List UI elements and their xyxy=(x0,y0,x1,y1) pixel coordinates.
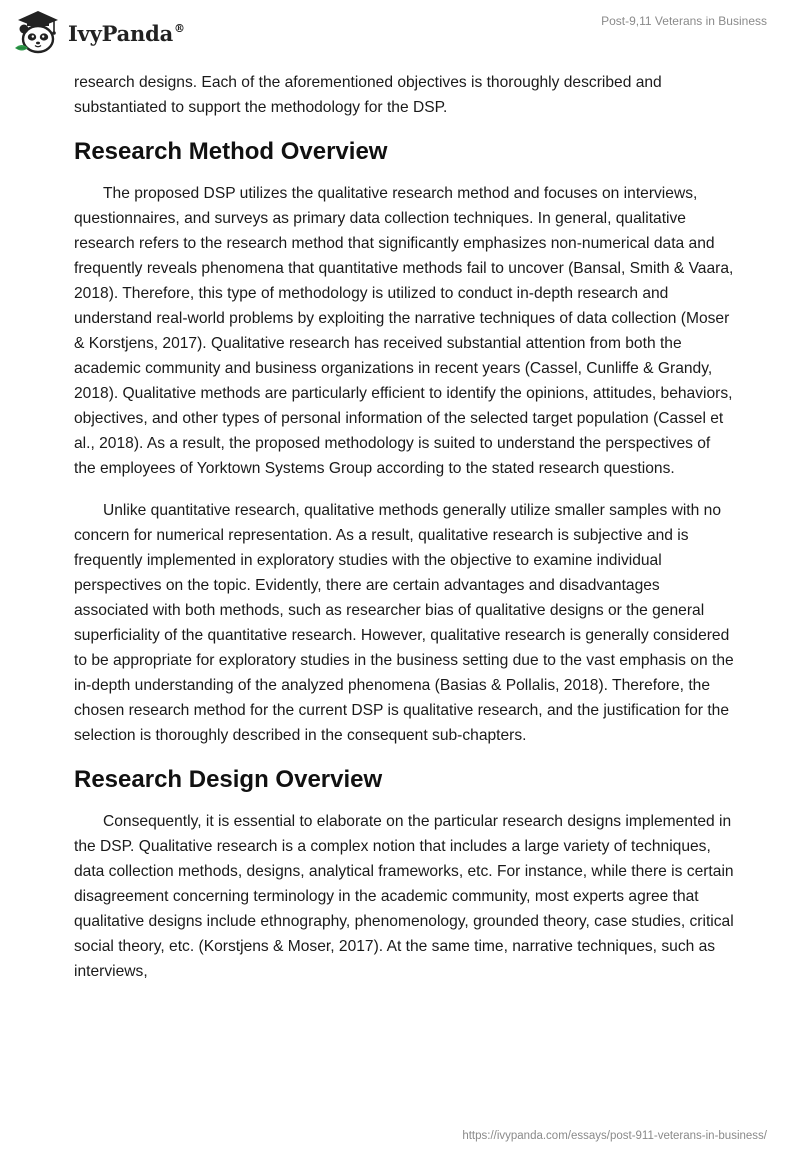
document-title: Post-9,11 Veterans in Business xyxy=(601,14,767,28)
paragraph: Unlike quantitative research, qualitative methods generally utilize smaller samples with no concern for numerical representation. As a result, qualitative research is subjective and is frequently implemented in exploratory studies with the objective to examine individual perspectives on the topic. Evidently, there are certain advantages and disadvantages associated with both methods, such as researcher bias of qualitative designs or the general superficiality of the quantitative research. However, qualitative research is generally considered to be appropriate for exploratory studies in the business setting due to the vast emphasis on the in-depth understanding of the analyzed phenomena (Basias & Pollalis, 2018). Therefore, the chosen research method for the current DSP is qualitative research, and the justification for the selection is thoroughly described in the consequent sub-chapters. xyxy=(74,502,734,744)
paragraph: Consequently, it is essential to elaborate on the particular research designs implemented in the DSP. Qualitative research is a complex notion that includes a large variety of techniques, data collection methods, designs, analytical frameworks, etc. For instance, while there is certain disagreement concerning terminology in the academic community, most experts agree that qualitative designs include ethnography, phenomenology, grounded theory, case studies, critical social theory, etc. (Korstjens & Moser, 2017). At the same time, narrative techniques, such as interviews, xyxy=(74,813,734,980)
footer-url[interactable]: https://ivypanda.com/essays/post-911-veterans-in-business/ xyxy=(462,1130,767,1142)
section-heading-research-design: Research Design Overview xyxy=(74,766,383,793)
ivypanda-logo[interactable] xyxy=(12,8,185,54)
page-header xyxy=(0,0,800,70)
intro-paragraph: research designs. Each of the aforementioned objectives is thoroughly described and substantiated to support the methodology for the DSP. xyxy=(74,74,662,116)
panda-logo-icon xyxy=(12,8,62,54)
paragraph: The proposed DSP utilizes the qualitative research method and focuses on interviews, questionnaires, and surveys as primary data collection techniques. In general, qualitative research refers to the research method that significantly emphasizes non-numerical data and frequently reveals phenomena that quantitative methods fail to uncover (Bansal, Smith & Vaara, 2018). Therefore, this type of methodology is utilized to conduct in-depth research and understand real-world problems by exploiting the narrative techniques of data collection (Moser & Korstjens, 2017). Qualitative research has received substantial attention from both the academic community and business organizations in recent years (Cassel, Cunliffe & Grandy, 2018). Qualitative methods are particularly efficient to identify the opinions, attitudes, behaviors, objectives, and other types of personal information of the selected target population (Cassel et al., 2018). As a result, the proposed methodology is suited to understand the perspectives of the employees of Yorktown Systems Group according to the stated research questions. xyxy=(74,185,734,477)
section-heading-research-method: Research Method Overview xyxy=(74,138,388,165)
essay-body xyxy=(74,70,734,1001)
logo-wordmark: IvyPanda® xyxy=(68,20,185,46)
